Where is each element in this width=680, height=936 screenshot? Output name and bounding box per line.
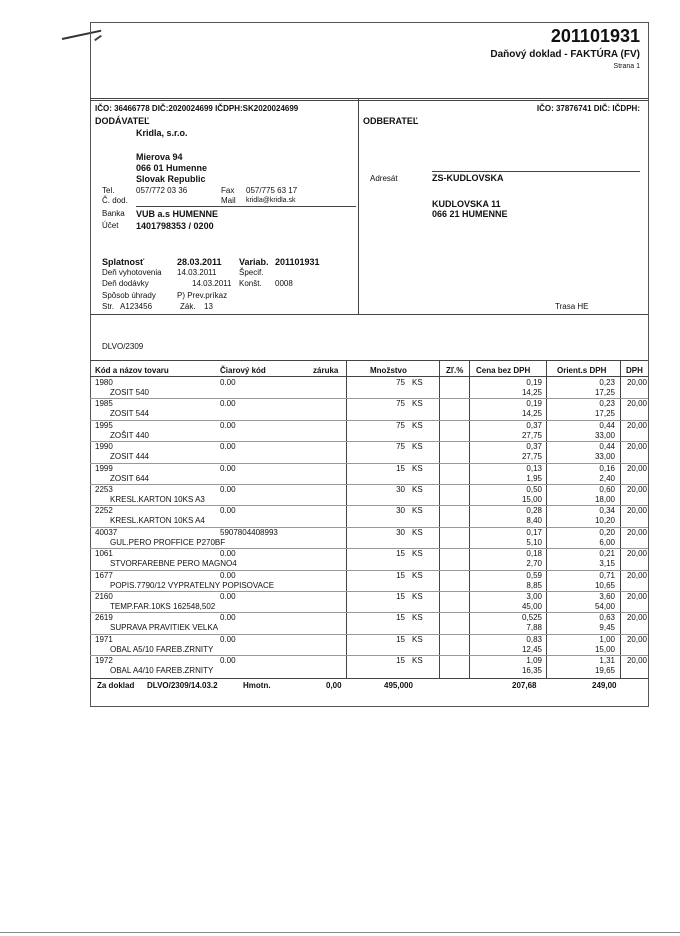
item-qty: 75 (396, 420, 405, 430)
item-name: ZOSIT 644 (110, 473, 149, 483)
item-orient-total: 18,00 (594, 495, 615, 504)
item-barcode: 0.00 (220, 656, 236, 666)
variab-value: 201101931 (275, 257, 320, 267)
supplier-name: Kridla, s.r.o. (136, 128, 188, 138)
item-orient-total: 9,45 (599, 623, 615, 633)
item-orient-unit: 1,00 (599, 634, 615, 644)
weight-label: Hmotn. (243, 681, 271, 690)
col-warranty-header: záruka (313, 366, 339, 375)
weight-value: 0,00 (326, 681, 342, 690)
item-code: 1971 (95, 634, 113, 644)
item-total: 27,75 (521, 430, 542, 440)
item-barcode: 0.00 (220, 549, 236, 559)
item-qty: 15 (396, 549, 405, 559)
supplier-ids: IČO: 36466778 DIČ:2020024699 IČDPH:SK2020024699 (95, 104, 299, 113)
item-name: TEMP.FAR.10KS 162548,502 (110, 602, 216, 611)
item-unit: KS (412, 592, 423, 601)
header-divider (90, 98, 648, 99)
zak-label: Zák. (180, 302, 196, 311)
tel-value: 057/772 03 36 (136, 186, 188, 195)
customer-ids: IČO: 37876741 DIČ: IČDPH: (536, 104, 640, 113)
header-divider-2 (90, 100, 648, 101)
item-barcode: 0.00 (220, 420, 236, 430)
item-unit: KS (412, 613, 423, 623)
item-orient-total: 17,25 (594, 409, 615, 419)
item-total: 15,00 (521, 495, 542, 504)
table-header-rule (90, 376, 648, 377)
col-orient-header: Orient.s DPH (557, 366, 607, 375)
supplier-street: Mierova 94 (136, 152, 183, 162)
item-unit-price: 0,19 (526, 378, 542, 387)
item-total: 12,45 (521, 644, 542, 654)
item-unit-price: 0,525 (521, 613, 542, 623)
zak-value: 13 (204, 302, 213, 311)
col-code-header: Kód a názov tovaru (95, 366, 169, 375)
item-unit-price: 3,00 (526, 592, 542, 601)
item-qty: 15 (396, 463, 405, 473)
item-orient-total: 10,65 (594, 580, 615, 590)
item-name: KRESL.KARTON 10KS A3 (110, 495, 205, 504)
scan-edge (0, 932, 680, 933)
item-qty: 15 (396, 634, 405, 644)
terms-divider (90, 314, 648, 315)
item-vat: 20,00 (626, 442, 647, 452)
item-barcode: 0.00 (220, 506, 236, 516)
item-total: 8,40 (526, 516, 542, 526)
item-name: STVORFAREBNE PERO MAGNO4 (110, 559, 237, 569)
item-orient-total: 33,00 (594, 452, 615, 462)
customer-city: 066 21 HUMENNE (432, 209, 508, 219)
item-code: 2160 (95, 592, 113, 601)
item-barcode: 0.00 (220, 592, 236, 601)
item-unit: KS (412, 527, 423, 537)
fax-label: Fax (221, 186, 235, 195)
item-orient-total: 33,00 (594, 430, 615, 440)
item-orient-unit: 0,23 (599, 378, 615, 387)
specif-label: Špecif. (239, 268, 264, 277)
item-qty: 30 (396, 506, 405, 516)
contact-underline (136, 206, 356, 207)
col-discount-header: Zľ.% (446, 366, 464, 375)
item-code: 1061 (95, 549, 113, 559)
item-barcode: 0.00 (220, 485, 236, 494)
item-orient-unit: 1,31 (599, 656, 615, 666)
item-barcode: 0.00 (220, 442, 236, 452)
item-total: 45,00 (521, 602, 542, 611)
fax-value: 057/775 63 17 (246, 186, 298, 195)
item-barcode: 0.00 (220, 399, 236, 409)
footer-label: Za doklad (97, 681, 135, 690)
item-vat: 20,00 (626, 527, 647, 537)
item-orient-unit: 0,63 (599, 613, 615, 623)
payment-label: Spôsob úhrady (102, 291, 156, 300)
item-name: ZOSIT 540 (110, 388, 149, 397)
item-vat: 20,00 (626, 378, 647, 387)
supplier-city: 066 01 Humenne (136, 163, 208, 173)
item-unit-price: 0,28 (526, 506, 542, 516)
item-total: 5,10 (526, 537, 542, 547)
issued-date: 14.03.2011 (177, 268, 217, 277)
col-vat-header: DPH (626, 366, 643, 375)
item-vat: 20,00 (626, 656, 647, 666)
item-vat: 20,00 (626, 485, 647, 494)
tel-label: Tel. (102, 186, 115, 195)
item-unit: KS (412, 634, 423, 644)
col-sep-discount (439, 360, 440, 678)
cdod-label: Č. dod. (102, 196, 128, 205)
item-unit: KS (412, 399, 423, 409)
item-vat: 20,00 (626, 549, 647, 559)
item-orient-unit: 0,44 (599, 442, 615, 452)
order-reference: DLVO/2309 (102, 342, 144, 351)
invoice-number: 201101931 (550, 26, 640, 46)
item-vat: 20,00 (626, 399, 647, 409)
bank-label: Banka (102, 209, 125, 218)
table-footer-rule (90, 678, 648, 679)
item-total: 27,75 (521, 452, 542, 462)
item-orient-total: 10,20 (594, 516, 615, 526)
item-unit-price: 0,13 (526, 463, 542, 473)
str-label: Str. (102, 302, 115, 311)
item-orient-unit: 0,60 (599, 485, 615, 494)
adresat-label: Adresát (370, 174, 398, 183)
item-unit: KS (412, 570, 423, 580)
route: Trasa HE (555, 302, 589, 311)
item-orient-unit: 0,21 (599, 549, 615, 559)
item-name: OBAL A5/10 FAREB.ZRNITY (110, 644, 214, 654)
item-unit: KS (412, 656, 423, 666)
item-qty: 15 (396, 592, 405, 601)
item-orient-total: 17,25 (594, 388, 615, 397)
col-qty-header: Množstvo (370, 366, 407, 375)
supplier-country: Slovak Republic (136, 174, 206, 184)
item-qty: 15 (396, 570, 405, 580)
item-orient-unit: 0,16 (599, 463, 615, 473)
variab-label: Variab. (239, 257, 269, 267)
item-unit-price: 1,09 (526, 656, 542, 666)
item-name: GUL.PERO PROFFICE P270BF (110, 537, 226, 547)
item-orient-unit: 3,60 (599, 592, 615, 601)
item-unit: KS (412, 420, 423, 430)
qty-total: 495,000 (384, 681, 413, 690)
str-value: A123456 (120, 302, 153, 311)
item-unit: KS (412, 506, 423, 516)
konst-value: 0008 (275, 279, 293, 288)
item-unit-price: 0,83 (526, 634, 542, 644)
item-qty: 75 (396, 378, 405, 387)
item-orient-total: 6,00 (599, 537, 615, 547)
item-orient-total: 19,65 (594, 666, 615, 676)
item-unit: KS (412, 442, 423, 452)
item-name: KRESL.KARTON 10KS A4 (110, 516, 205, 526)
item-code: 1990 (95, 442, 113, 452)
account-label: Účet (102, 221, 119, 230)
item-code: 1677 (95, 570, 113, 580)
item-total: 1,95 (526, 473, 542, 483)
mail-label: Mail (221, 196, 236, 205)
party-divider (358, 98, 359, 314)
item-total: 7,88 (526, 623, 542, 633)
item-unit-price: 0,17 (526, 527, 542, 537)
item-orient-unit: 0,44 (599, 420, 615, 430)
item-total: 2,70 (526, 559, 542, 569)
item-vat: 20,00 (626, 613, 647, 623)
item-orient-total: 15,00 (594, 644, 615, 654)
item-name: ZOSIT 544 (110, 409, 149, 419)
item-qty: 75 (396, 442, 405, 452)
item-barcode: 0.00 (220, 463, 236, 473)
item-orient-total: 3,15 (599, 559, 615, 569)
bank-value: VUB a.s HUMENNE (136, 209, 219, 219)
item-orient-unit: 0,20 (599, 527, 615, 537)
item-vat: 20,00 (626, 463, 647, 473)
item-orient-unit: 0,71 (599, 570, 615, 580)
item-unit-price: 0,59 (526, 570, 542, 580)
item-qty: 75 (396, 399, 405, 409)
due-label: Splatnosť (102, 257, 145, 267)
item-barcode: 0.00 (220, 570, 236, 580)
item-code: 2252 (95, 506, 113, 516)
item-barcode: 5907804408993 (220, 527, 278, 537)
item-code: 1972 (95, 656, 113, 666)
item-total: 14,25 (521, 388, 542, 397)
item-vat: 20,00 (626, 592, 647, 601)
item-unit: KS (412, 549, 423, 559)
item-barcode: 0.00 (220, 378, 236, 387)
payment-value: P) Prev.príkaz (177, 291, 228, 300)
item-unit-price: 0,18 (526, 549, 542, 559)
col-sep-orient (546, 360, 547, 678)
delivery-date: 14.03.2011 (192, 279, 232, 288)
customer-label: ODBERATEĽ (363, 116, 419, 126)
item-vat: 20,00 (626, 506, 647, 516)
item-vat: 20,00 (626, 634, 647, 644)
item-name: OBAL A4/10 FAREB.ZRNITY (110, 666, 214, 676)
item-unit-price: 0,19 (526, 399, 542, 409)
item-orient-total: 2,40 (599, 473, 615, 483)
item-total: 8,85 (526, 580, 542, 590)
item-qty: 15 (396, 613, 405, 623)
supplier-label: DODÁVATEĽ (95, 116, 150, 126)
item-code: 2619 (95, 613, 113, 623)
item-name: POPIS.7790/12 VYPRATELNY POPISOVACE (110, 580, 275, 590)
item-code: 1985 (95, 399, 113, 409)
mail-value: kridla@kridla.sk (246, 197, 296, 204)
due-date: 28.03.2011 (177, 257, 222, 267)
table-top (90, 360, 648, 361)
item-qty: 30 (396, 485, 405, 494)
item-unit: KS (412, 463, 423, 473)
item-vat: 20,00 (626, 570, 647, 580)
col-barcode-header: Čiarový kód (220, 366, 266, 375)
page-number: Strana 1 (613, 63, 640, 70)
item-unit-price: 0,37 (526, 442, 542, 452)
adresat-rule (432, 171, 640, 172)
item-code: 1995 (95, 420, 113, 430)
item-vat: 20,00 (626, 420, 647, 430)
doc-title: Daňový doklad - FAKTÚRA (FV) (490, 49, 640, 60)
customer-name: ZS-KUDLOVSKA (432, 173, 504, 183)
item-code: 40037 (95, 527, 118, 537)
customer-street: KUDLOVSKA 11 (432, 199, 501, 209)
item-code: 1999 (95, 463, 113, 473)
item-code: 2253 (95, 485, 113, 494)
col-price-header: Cena bez DPH (476, 366, 531, 375)
item-name: SUPRAVA PRAVITIEK VELKA (110, 623, 219, 633)
item-total: 16,35 (521, 666, 542, 676)
item-qty: 15 (396, 656, 405, 666)
item-barcode: 0.00 (220, 634, 236, 644)
item-orient-unit: 0,34 (599, 506, 615, 516)
item-name: ZOŠIT 440 (110, 430, 149, 440)
item-name: ZOSIT 444 (110, 452, 149, 462)
item-unit-price: 0,37 (526, 420, 542, 430)
footer-ref: DLVO/2309/14.03.2 (147, 681, 218, 690)
item-unit: KS (412, 378, 423, 387)
item-orient-total: 54,00 (594, 602, 615, 611)
account-value: 1401798353 / 0200 (136, 221, 214, 231)
col-sep-qty (346, 360, 347, 678)
item-unit: KS (412, 485, 423, 494)
item-qty: 30 (396, 527, 405, 537)
issued-label: Deň vyhotovenia (102, 268, 162, 277)
orient-total: 249,00 (592, 681, 617, 690)
item-unit-price: 0,50 (526, 485, 542, 494)
delivery-label: Deň dodávky (102, 279, 149, 288)
price-total: 207,68 (512, 681, 537, 690)
item-barcode: 0.00 (220, 613, 236, 623)
konst-label: Konšt. (239, 279, 262, 288)
item-total: 14,25 (521, 409, 542, 419)
item-orient-unit: 0,23 (599, 399, 615, 409)
item-code: 1980 (95, 378, 113, 387)
